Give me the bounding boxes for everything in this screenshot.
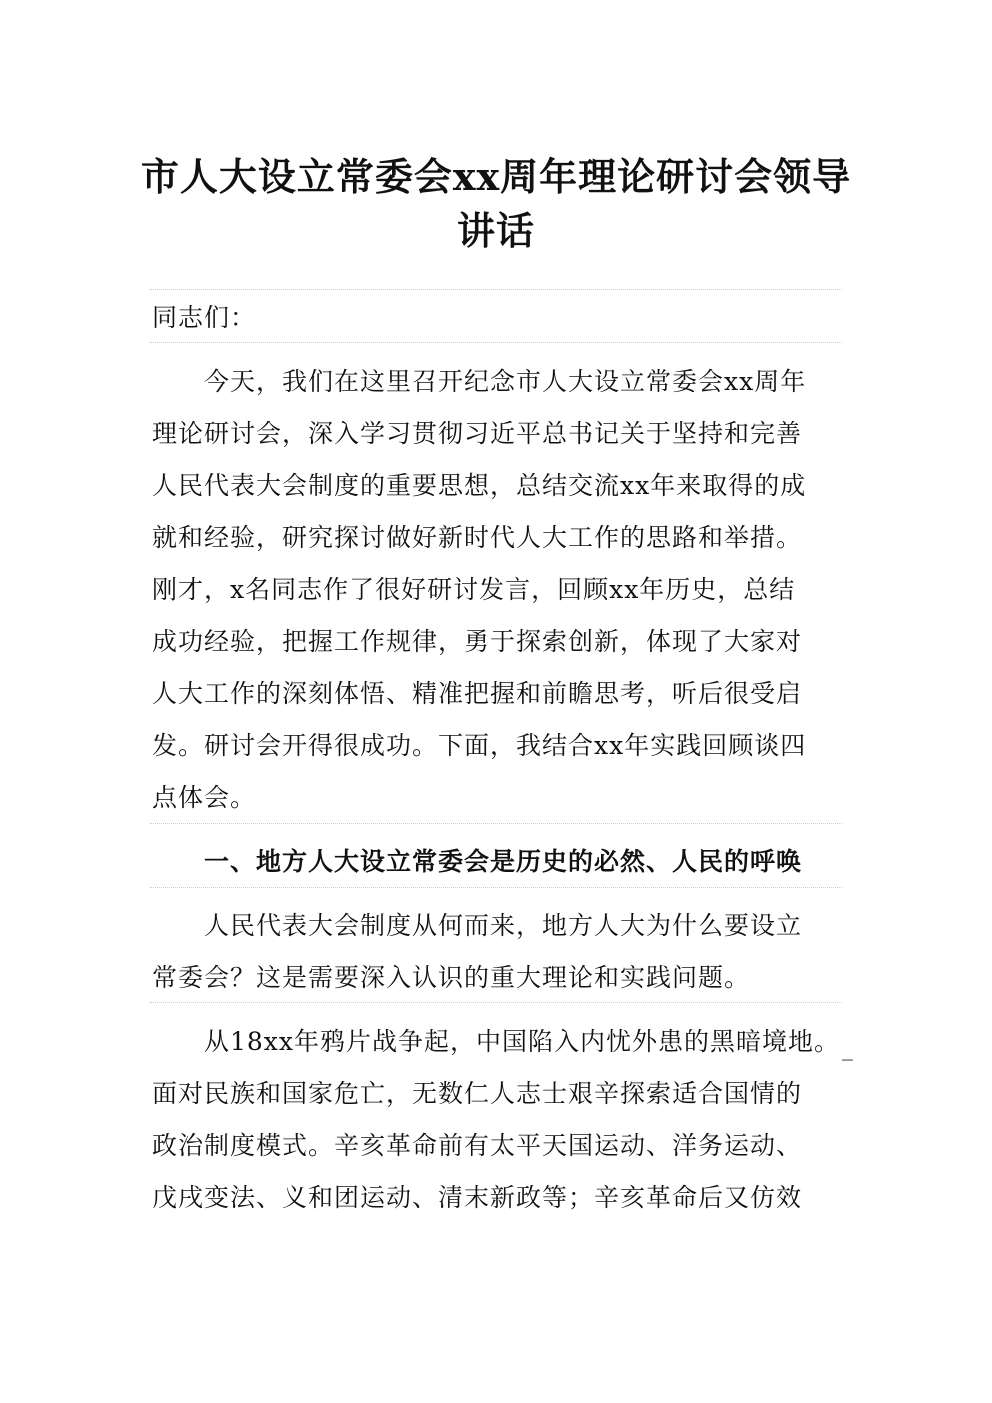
paragraph-third [152, 1016, 842, 1224]
divider [150, 342, 842, 343]
paragraph-line: 点体会。 [152, 783, 257, 812]
section-heading-1 [152, 836, 842, 888]
paragraph-line: 常委会？这是需要深入认识的重大理论和实践问题。 [152, 963, 751, 992]
paragraph-line: 戊戌变法、义和团运动、清末新政等；辛亥革命后又仿效 [152, 1183, 803, 1212]
paragraph-line: 从18xx年鸦片战争起，中国陷入内忧外患的黑暗境地。 [204, 1027, 841, 1056]
heading-text: 一、地方人大设立常委会是历史的必然、人民的呼唤 [204, 847, 803, 876]
paragraph-line: 刚才，x名同志作了很好研讨发言，回顾xx年历史，总结 [152, 575, 796, 604]
divider [150, 1002, 842, 1003]
salutation-text: 同志们： [152, 303, 257, 332]
paragraph-line: 政治制度模式。辛亥革命前有太平天国运动、洋务运动、 [152, 1131, 803, 1160]
paragraph-line: 理论研讨会，深入学习贯彻习近平总书记关于坚持和完善 [152, 419, 803, 448]
title-line-1: 市人大设立常委会xx周年理论研讨会领导 [140, 154, 852, 199]
paragraph-line: 面对民族和国家危亡，无数仁人志士艰辛探索适合国情的 [152, 1079, 803, 1108]
paragraph-line: 人民代表大会制度的重要思想，总结交流xx年来取得的成 [152, 471, 807, 500]
paragraph-line: 成功经验，把握工作规律，勇于探索创新，体现了大家对 [152, 627, 803, 656]
divider [150, 289, 842, 290]
salutation [152, 292, 842, 344]
divider [150, 823, 842, 824]
document-title [140, 150, 852, 258]
divider [150, 887, 842, 888]
paragraph-line: 就和经验，研究探讨做好新时代人大工作的思路和举措。 [152, 523, 803, 552]
paragraph-line: 人大工作的深刻体悟、精准把握和前瞻思考，听后很受启 [152, 679, 803, 708]
title-line-2: 讲话 [456, 208, 535, 253]
paragraph-line: 今天，我们在这里召开纪念市人大设立常委会xx周年 [204, 367, 807, 396]
paragraph-line: 人民代表大会制度从何而来，地方人大为什么要设立 [204, 911, 803, 940]
trailing-mark: _ [842, 1036, 853, 1061]
paragraph-opening [152, 356, 842, 824]
paragraph-line: 发。研讨会开得很成功。下面，我结合xx年实践回顾谈四 [152, 731, 807, 760]
paragraph-second [152, 900, 842, 1004]
